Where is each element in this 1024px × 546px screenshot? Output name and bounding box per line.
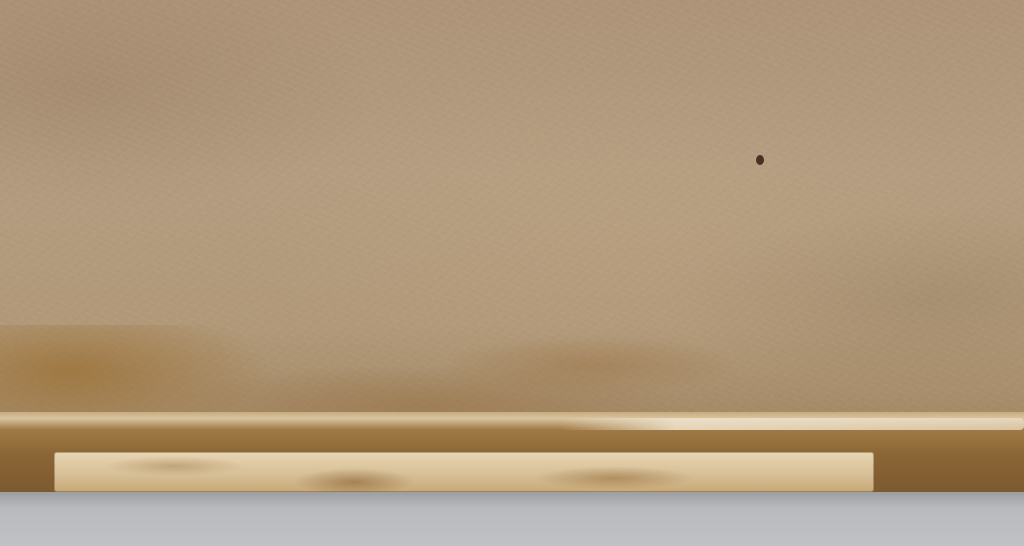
edge-highlight (560, 418, 1024, 430)
dark-speck (756, 155, 764, 165)
tape-strip (54, 452, 874, 492)
grey-backdrop (0, 492, 1024, 546)
